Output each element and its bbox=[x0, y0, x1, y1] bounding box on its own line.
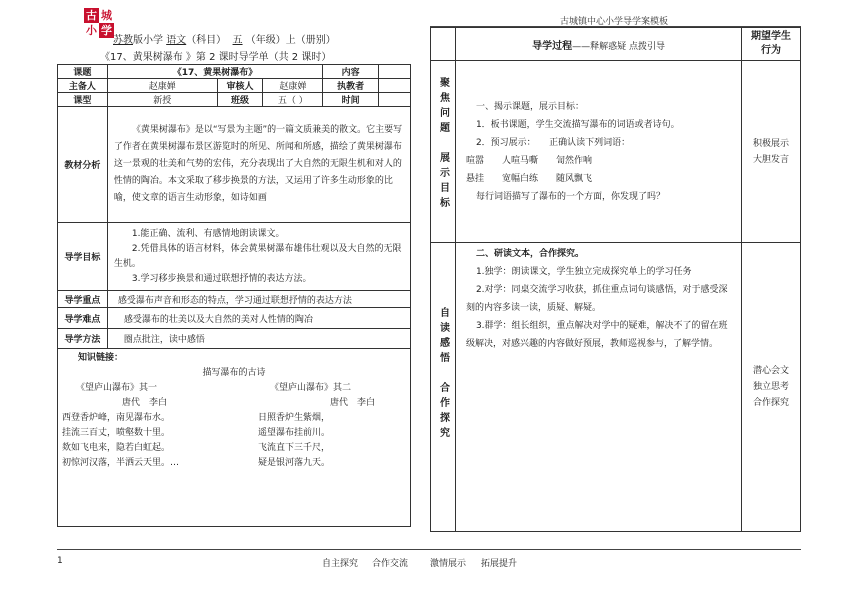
goal-item: 3.学习移步换景和通过联想抒情的表达方法。 bbox=[131, 273, 312, 284]
footer-rule bbox=[57, 549, 801, 550]
poem-line: 西登香炉峰，南见瀑布水。 bbox=[62, 413, 171, 423]
topic-value: 《17、黄果树瀑布》 bbox=[107, 65, 322, 79]
goal-item: 2.凭借具体的语言材料，体会黄果树瀑布雄伟壮观以及大自然的无限生机。 bbox=[113, 243, 402, 269]
poem-2 bbox=[258, 381, 408, 471]
behavior-item: 合作探究 bbox=[753, 398, 790, 408]
difficulty-label: 导学难点 bbox=[58, 308, 108, 329]
time-value bbox=[379, 93, 411, 107]
behavior-item: 大胆发言 bbox=[753, 154, 790, 165]
type-value: 新授 bbox=[107, 93, 217, 107]
teacher-label: 执教者 bbox=[323, 79, 379, 93]
poem-1-author: 唐代 李白 bbox=[122, 398, 168, 408]
poem-1 bbox=[62, 381, 226, 471]
poem-2-author: 唐代 李白 bbox=[330, 398, 376, 408]
footer-item: 自主探究 bbox=[322, 559, 359, 569]
section-line: 2.对学：同桌交流学习收获，抓住重点词句谈感悟，对于感受深刻的内容多读一读，质疑、解疑。 bbox=[465, 285, 728, 313]
section-line: 2．预习展示： 正确认读下列词语： bbox=[475, 137, 631, 148]
section-2-behavior bbox=[742, 243, 801, 532]
section-line: 3.群学：组长组织，重点解决对学中的疑难，解决不了的留在班级解决，对感兴趣的内容做好预展，教师巡视参与，了解学情。 bbox=[465, 321, 728, 349]
logo-char: 古 bbox=[86, 9, 97, 22]
logo-char: 学 bbox=[101, 24, 112, 37]
goals-label: 导学目标 bbox=[58, 223, 108, 291]
poem-line: 飞流直下三千尺， bbox=[258, 443, 331, 453]
section-2-content bbox=[455, 243, 741, 532]
poem-line: 疑是银河落九天。 bbox=[258, 458, 331, 468]
method-label: 导学方法 bbox=[58, 329, 108, 349]
goal-item: 1.能正确、流利、有感情地朗读课文。 bbox=[131, 228, 285, 239]
process-subtitle: ——释解惑疑 点拨引导 bbox=[572, 41, 665, 52]
version-school: 版小学 bbox=[133, 35, 163, 46]
lesson-line: 《17、黄果树瀑布 》第 2 课时导学单（共 2 课时） bbox=[100, 52, 332, 63]
method-text: 圈点批注，读中感悟 bbox=[107, 329, 410, 349]
subject: 语文 bbox=[166, 35, 187, 46]
class-value: 五（ ） bbox=[263, 93, 323, 107]
publisher: 苏教 bbox=[113, 35, 133, 46]
logo-char: 城 bbox=[101, 9, 112, 22]
section-line: 悬挂 宽幅白练 随风飘飞 bbox=[465, 173, 592, 184]
behavior-header: 期望学生行为 bbox=[742, 28, 801, 61]
reviewer-value: 赵康婵 bbox=[263, 79, 323, 93]
behavior-item: 积极展示 bbox=[753, 138, 790, 149]
reviewer-label: 审核人 bbox=[217, 79, 263, 93]
lesson-info-table bbox=[57, 64, 411, 527]
poem-2-title: 《望庐山瀑布》其二 bbox=[270, 383, 352, 393]
logo-char: 小 bbox=[86, 24, 97, 37]
poem-line: 欻如飞电来，隐若白虹起。 bbox=[62, 443, 171, 453]
content-label: 内容 bbox=[323, 65, 379, 79]
poem-line: 挂流三百丈，喷壑数十里。 bbox=[62, 428, 171, 438]
poem-line: 遥望瀑布挂前川。 bbox=[258, 428, 331, 438]
process-title: 导学过程 bbox=[532, 40, 573, 52]
course-info bbox=[113, 31, 336, 46]
preparer-label: 主备人 bbox=[58, 79, 108, 93]
grade-paren: （年级）上（册别） bbox=[245, 35, 336, 46]
analysis-text: 《黄果树瀑布》是以“写景为主题”的一篇文质兼美的散文。它主要写了作者在黄果树瀑布景区游览时的所见、所闻和所感，描绘了黄果树瀑布这一景观的壮美和气势的宏伟，充分表现出了大自然的无限生机和对人的性情的陶冶。本文采取了移步换景的方法，又运用了许多生动形象的比喻，使文章的语言生动形象，如诗如画 bbox=[107, 107, 410, 223]
behavior-item: 独立思考 bbox=[753, 382, 790, 392]
analysis-label: 教材分析 bbox=[58, 107, 108, 223]
school-title: 古城镇中心小学导学案模板 bbox=[560, 17, 669, 27]
process-header bbox=[455, 28, 741, 61]
key-label: 导学重点 bbox=[58, 291, 108, 308]
poem-line: 初惊河汉落，半洒云天里。… bbox=[62, 458, 180, 468]
section-line: 1．板书课题，学生交流描写瀑布的词语或者诗句。 bbox=[475, 119, 680, 130]
section-line: 二、研读文本，合作探究。 bbox=[475, 249, 584, 259]
content-value bbox=[379, 65, 411, 79]
teacher-value bbox=[379, 79, 411, 93]
goals-cell bbox=[107, 223, 410, 291]
knowledge-title: 知识链接： bbox=[78, 353, 124, 363]
footer-item: 合作交流 bbox=[372, 559, 409, 569]
page-number: 1 bbox=[57, 556, 63, 566]
class-label: 班级 bbox=[217, 93, 263, 107]
topic-label: 课题 bbox=[58, 65, 108, 79]
section-1-label-cell bbox=[431, 61, 456, 243]
behavior-item: 潜心会文 bbox=[753, 366, 790, 376]
guided-process-table bbox=[430, 27, 801, 532]
section-1-content bbox=[455, 61, 741, 243]
section-1-label: 聚焦问题 展示目标 bbox=[437, 76, 449, 212]
section-line: 每行词语描写了瀑布的一个方面，你发现了吗？ bbox=[475, 191, 665, 202]
footer-item: 激情展示 bbox=[430, 559, 467, 569]
subject-paren: （科目） bbox=[186, 35, 227, 46]
time-label: 时间 bbox=[323, 93, 379, 107]
knowledge-link-cell bbox=[58, 349, 411, 527]
section-2-label: 自读感悟 合作探究 bbox=[437, 307, 449, 442]
section-2-label-cell bbox=[431, 243, 456, 532]
school-logo bbox=[84, 8, 114, 38]
section-line: 喧嚣 人喧马嘶 訇然作响 bbox=[465, 155, 592, 166]
grade: 五 bbox=[232, 35, 243, 46]
section-line: 一、揭示课题，展示目标： bbox=[475, 101, 584, 112]
difficulty-text: 感受瀑布的壮美以及大自然的美对人性情的陶冶 bbox=[107, 308, 410, 329]
preparer-value: 赵康婵 bbox=[107, 79, 217, 93]
section-line: 1.独学：朗读课文，学生独立完成探究单上的学习任务 bbox=[475, 267, 692, 277]
poem-line: 日照香炉生紫烟， bbox=[258, 413, 331, 423]
poem-1-title: 《望庐山瀑布》其一 bbox=[76, 383, 158, 393]
footer-item: 拓展提升 bbox=[481, 559, 518, 569]
type-label: 课型 bbox=[58, 93, 108, 107]
corner-cell bbox=[431, 28, 456, 61]
key-text: 感受瀑布声音和形态的特点，学习通过联想抒情的表达方法 bbox=[107, 291, 410, 308]
section-1-behavior bbox=[742, 61, 801, 243]
poem-heading: 描写瀑布的古诗 bbox=[202, 368, 266, 378]
